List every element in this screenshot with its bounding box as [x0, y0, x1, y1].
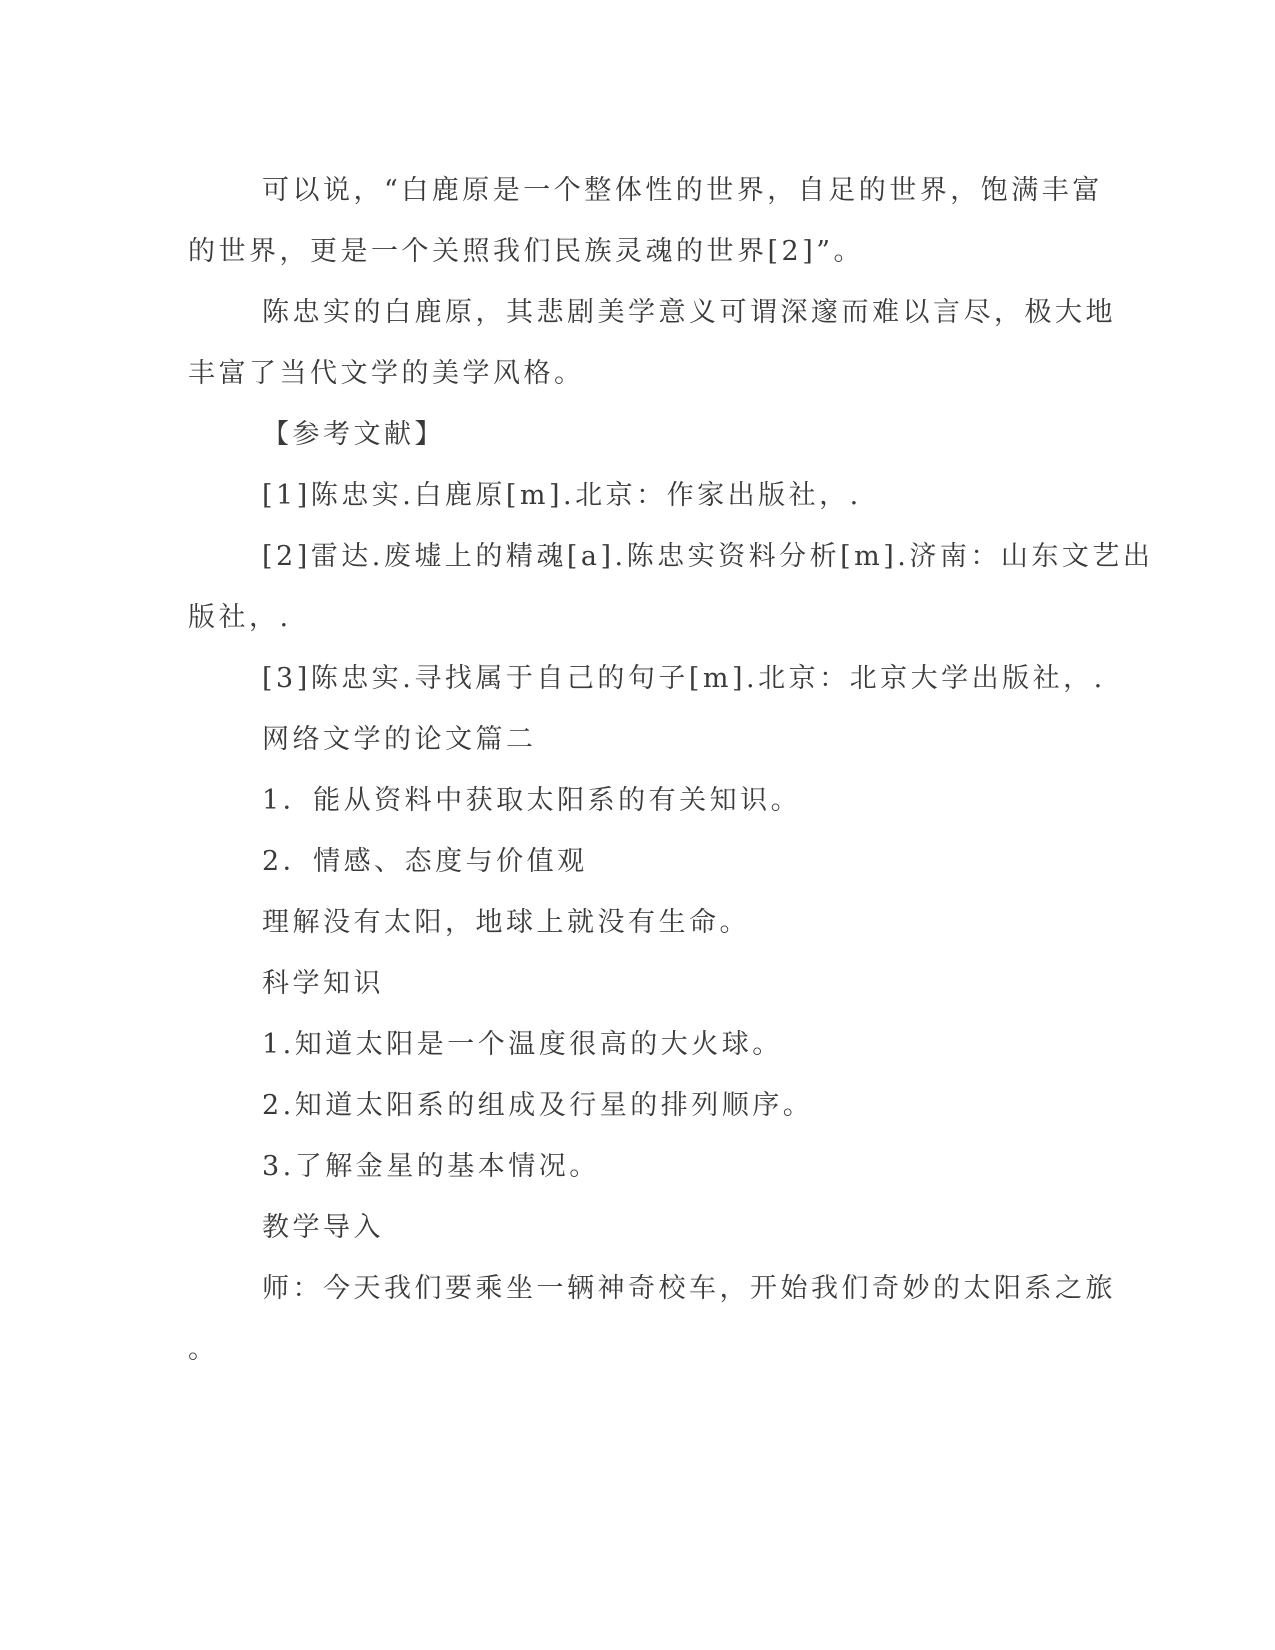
list-item-2: 2．情感、态度与价值观 — [262, 846, 588, 877]
knowledge-item-3: 3.了解金星的基本情况。 — [262, 1151, 600, 1182]
section-title: 网络文学的论文篇二 — [262, 724, 537, 755]
paragraph-conclusion-line-1: 陈忠实的白鹿原，其悲剧美学意义可谓深邃而难以言尽，极大地 — [262, 297, 1116, 328]
references-heading: 【参考文献】 — [262, 419, 445, 450]
reference-3: [3]陈忠实.寻找属于自己的句子[m].北京：北京大学出版社，. — [262, 663, 1106, 694]
reference-2-line-2: 版社，. — [188, 602, 292, 633]
teacher-line-1: 师：今天我们要乘坐一辆神奇校车，开始我们奇妙的太阳系之旅 — [262, 1273, 1116, 1304]
teacher-line-2: 。 — [188, 1334, 219, 1365]
reference-2-line-1: [2]雷达.废墟上的精魂[a].陈忠实资料分析[m].济南：山东文艺出 — [262, 541, 1154, 572]
subheading-teaching-intro: 教学导入 — [262, 1212, 384, 1243]
paragraph-understanding: 理解没有太阳，地球上就没有生命。 — [262, 907, 750, 938]
paragraph-quote-line-1: 可以说，“白鹿原是一个整体性的世界，自足的世界，饱满丰富 — [262, 175, 1103, 206]
knowledge-item-1: 1.知道太阳是一个温度很高的大火球。 — [262, 1029, 783, 1060]
reference-1: [1]陈忠实.白鹿原[m].北京：作家出版社，. — [262, 480, 862, 511]
paragraph-conclusion-line-2: 丰富了当代文学的美学风格。 — [188, 358, 585, 389]
paragraph-quote-line-2: 的世界，更是一个关照我们民族灵魂的世界[2]”。 — [188, 236, 865, 267]
knowledge-item-2: 2.知道太阳系的组成及行星的排列顺序。 — [262, 1090, 814, 1121]
list-item-1: 1．能从资料中获取太阳系的有关知识。 — [262, 785, 802, 816]
document-body — [188, 160, 1154, 1380]
subheading-science-knowledge: 科学知识 — [262, 968, 384, 999]
